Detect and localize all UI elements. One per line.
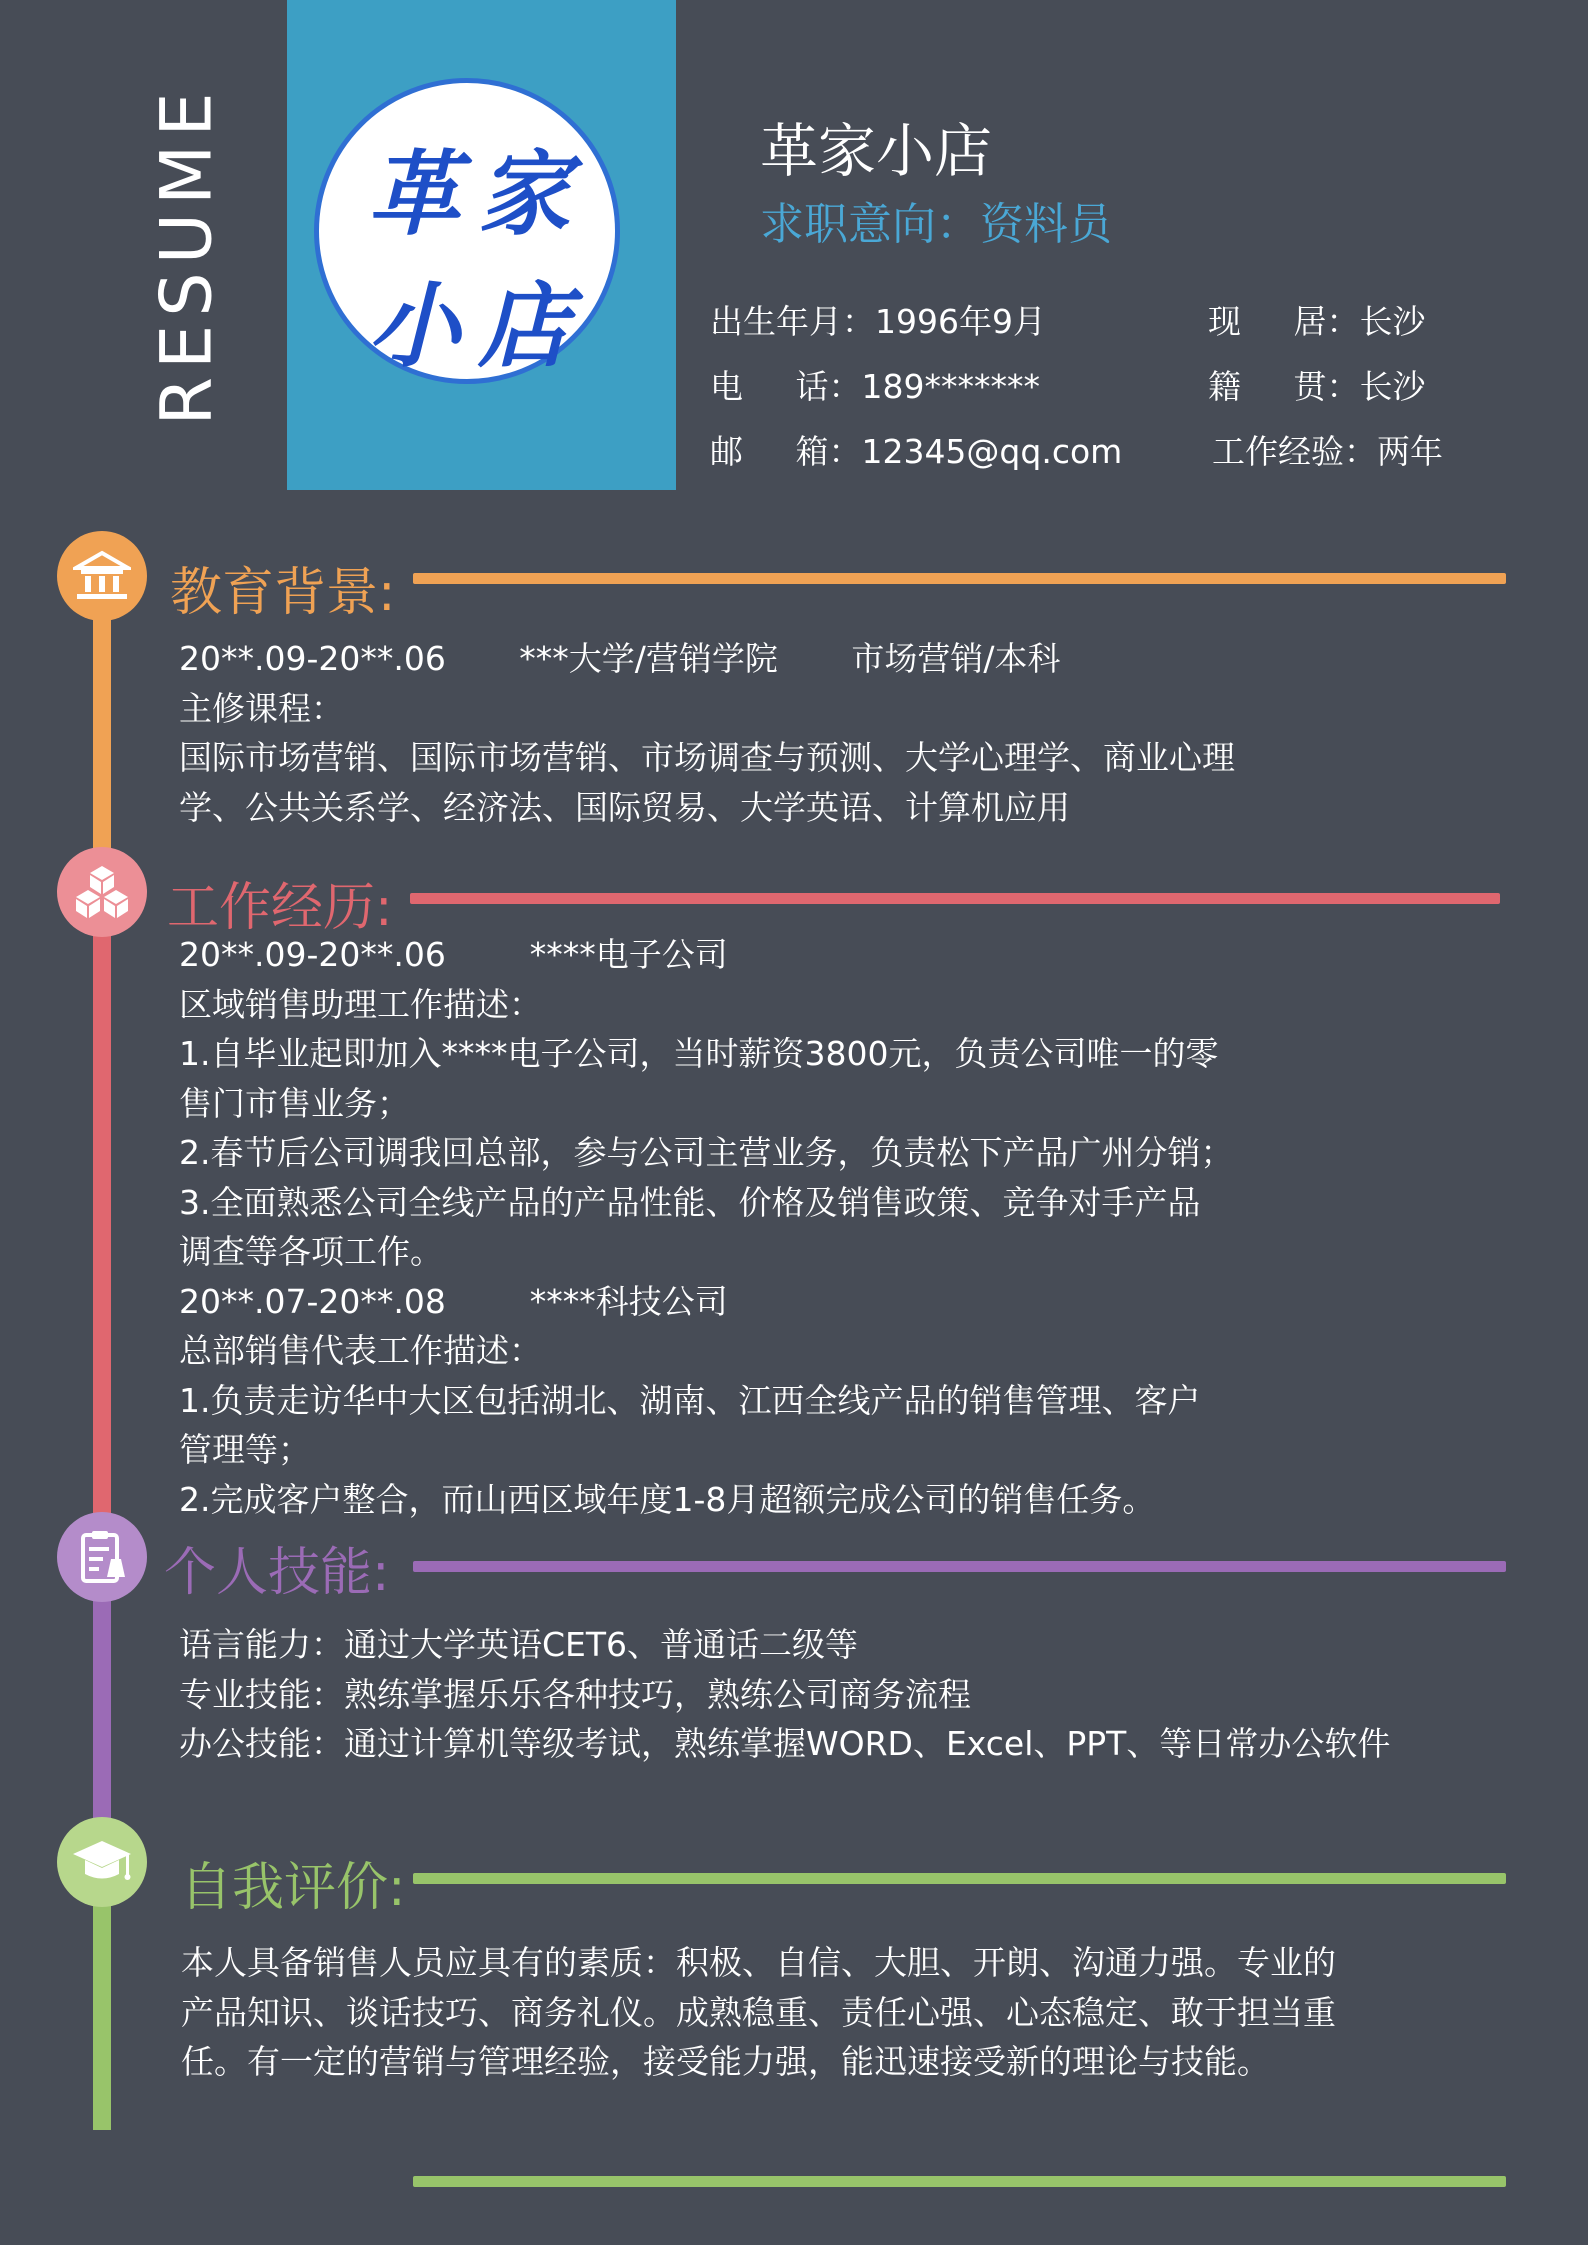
self-body [181, 1938, 1336, 2087]
timeline-self [93, 1905, 111, 2130]
work-line: 1.负责走访华中大区包括湖北、湖南、江西全线产品的销售管理、客户 [179, 1380, 1201, 1420]
work-body [179, 930, 1234, 1524]
footer-rule [413, 2176, 1506, 2187]
skills-body [179, 1620, 1390, 1769]
work-line: 调查等各项工作。 [179, 1232, 443, 1271]
skills-line: 专业技能：熟练掌握乐乐各种技巧，熟练公司商务流程 [179, 1674, 971, 1714]
job-intent: 求职意向：资料员 [760, 199, 1112, 250]
work-line: 管理等； [179, 1430, 311, 1469]
work-line: 3.全面熟悉公司全线产品的产品性能、价格及销售政策、竞争对手产品 [179, 1182, 1201, 1222]
skills-line: 语言能力：通过大学英语CET6、普通话二级等 [179, 1625, 859, 1664]
work-title: 工作经历: [167, 878, 393, 938]
work-line: 2.完成客户整合，而山西区域年度1-8月超额完成公司的销售任务。 [179, 1479, 1156, 1519]
shop-logo: 革 家 小 店 [314, 78, 620, 384]
work-line: 20**.07-20**.08 ****科技公司 [179, 1281, 728, 1321]
resume-vertical-title: RESUME [146, 84, 229, 426]
education-title: 教育背景: [170, 563, 396, 623]
info-email: 邮 箱：12345@qq.com [710, 432, 1123, 471]
self-rule [413, 1873, 1506, 1884]
education-line: 20**.09-20**.06 ***大学/营销学院 市场营销/本科 [179, 639, 1061, 678]
boxes-icon [57, 847, 147, 937]
work-line: 售门市售业务； [179, 1083, 410, 1123]
work-line: 2.春节后公司调我回总部，参与公司主营业务，负责松下产品广州分销； [179, 1133, 1234, 1172]
school-building-icon [57, 531, 147, 621]
skills-line: 办公技能：通过计算机等级考试，熟练掌握WORD、Excel、PPT、等日常办公软件 [179, 1724, 1391, 1763]
info-experience: 工作经验：两年 [1212, 432, 1443, 471]
education-line: 学、公共关系学、经济法、国际贸易、大学英语、计算机应用 [179, 787, 1070, 827]
info-native-place: 籍 贯：长沙 [1208, 367, 1426, 406]
work-rule [410, 893, 1500, 904]
timeline-skills [93, 1600, 111, 1820]
self-line: 任。有一定的营销与管理经验，接受能力强，能迅速接受新的理论与技能。 [181, 2042, 1270, 2081]
self-line: 本人具备销售人员应具有的素质：积极、自信、大胆、开朗、沟通力强。专业的 [181, 1943, 1336, 1982]
candidate-name: 革家小店 [760, 117, 993, 185]
clipboard-icon [57, 1512, 147, 1602]
work-line: 区域销售助理工作描述： [179, 984, 542, 1024]
info-residence: 现 居：长沙 [1208, 302, 1426, 341]
self-line: 产品知识、谈话技巧、商务礼仪。成熟稳重、责任心强、心态稳定、敢于担当重 [181, 1992, 1336, 2032]
self-title: 自我评价: [180, 1858, 406, 1918]
timeline-work [93, 935, 111, 1525]
graduation-cap-icon [57, 1817, 147, 1907]
education-body [179, 634, 1235, 832]
education-line: 国际市场营销、国际市场营销、市场调查与预测、大学心理学、商业心理 [179, 738, 1235, 777]
timeline-education [93, 620, 111, 850]
education-rule [413, 573, 1506, 584]
info-phone: 电 话：189******* [710, 367, 1040, 406]
photo-box [287, 0, 676, 490]
work-line: 1.自毕业起即加入****电子公司，当时薪资3800元，负责公司唯一的零 [179, 1034, 1219, 1073]
info-birth: 出生年月：1996年9月 [710, 302, 1046, 341]
skills-rule [413, 1561, 1506, 1572]
work-line: 总部销售代表工作描述： [179, 1331, 542, 1370]
work-line: 20**.09-20**.06 ****电子公司 [179, 935, 728, 974]
education-line: 主修课程： [179, 688, 344, 728]
skills-title: 个人技能: [164, 1543, 390, 1603]
